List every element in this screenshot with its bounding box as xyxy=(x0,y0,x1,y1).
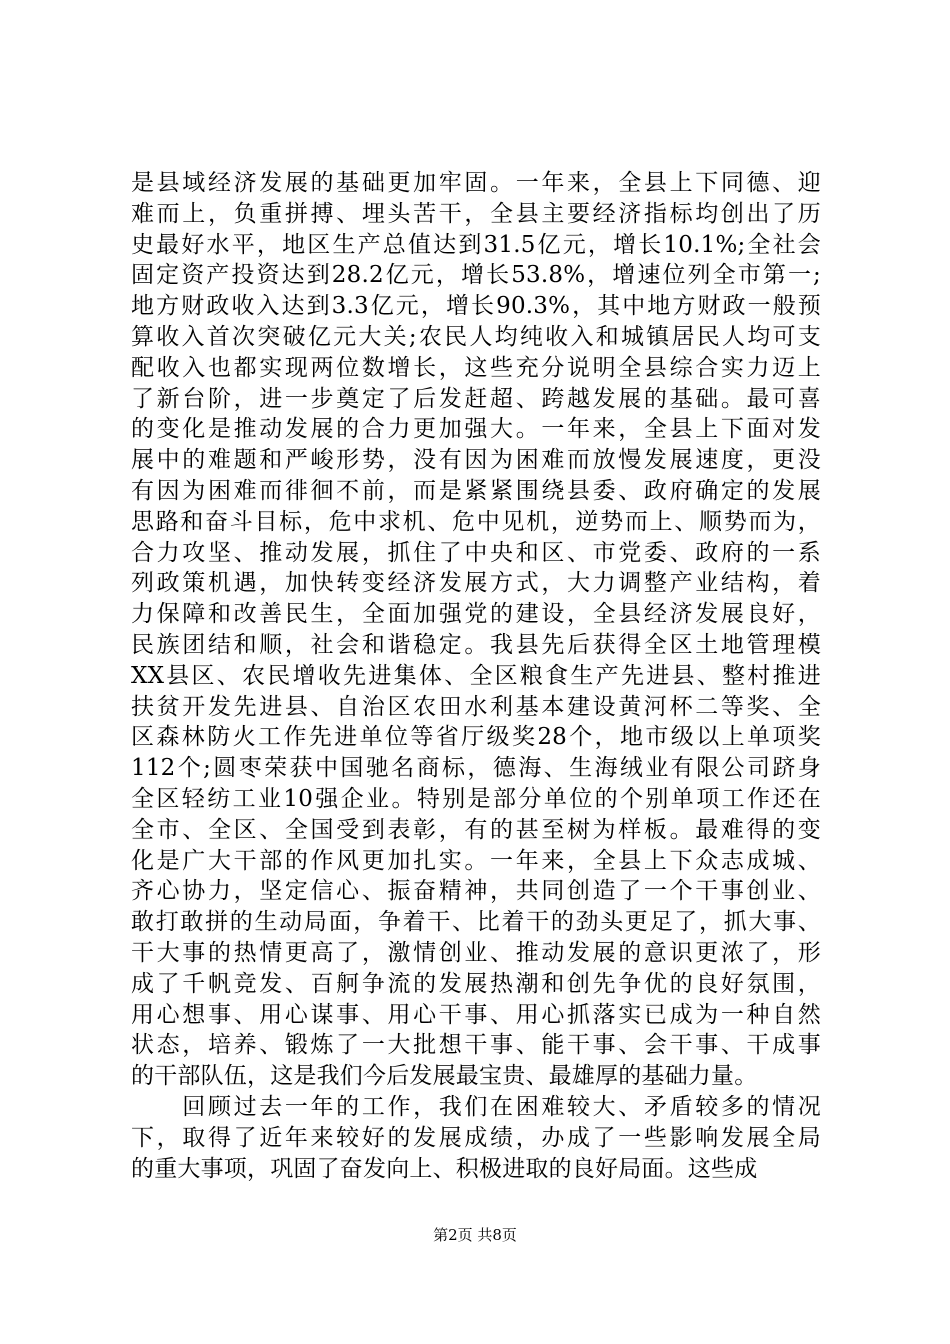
text-line: 全市、全区、全国受到表彰，有的甚至树为样板。最难得的变 xyxy=(131,816,821,843)
text-line: 列政策机遇，加快转变经济发展方式，大力调整产业结构，着 xyxy=(131,570,821,597)
text-line: 状态，培养、锻炼了一大批想干事、能干事、会干事、干成事 xyxy=(131,1032,821,1059)
text-line: 化是广大干部的作风更加扎实。一年来，全县上下众志成城、 xyxy=(131,847,821,874)
text-line: XX县区、农民增收先进集体、全区粮食生产先进县、整村推进 xyxy=(131,662,821,689)
body-text xyxy=(131,168,821,1184)
page-footer: 第2页 共8页 xyxy=(433,1226,517,1244)
text-line: 区森林防火工作先进单位等省厅级奖28个，地市级以上单项奖 xyxy=(131,724,821,751)
text-line: 的重大事项，巩固了奋发向上、积极进取的良好局面。这些成 xyxy=(131,1155,758,1182)
text-line: 难而上，负重拼搏、埋头苦干，全县主要经济指标均创出了历 xyxy=(131,200,821,227)
text-line: 史最好水平，地区生产总值达到31.5亿元，增长10.1%;全社会 xyxy=(131,231,821,258)
text-line: 了新台阶，进一步奠定了后发赶超、跨越发展的基础。最可喜 xyxy=(131,385,821,412)
text-line: 成了千帆竞发、百舸争流的发展热潮和创先争优的良好氛围， xyxy=(131,970,821,997)
text-line: 齐心协力，坚定信心、振奋精神，共同创造了一个干事创业、 xyxy=(131,878,821,905)
text-line: 配收入也都实现两位数增长，这些充分说明全县综合实力迈上 xyxy=(131,354,821,381)
text-line: 地方财政收入达到3.3亿元，增长90.3%，其中地方财政一般预 xyxy=(131,293,821,320)
text-line: 下，取得了近年来较好的发展成绩，办成了一些影响发展全局 xyxy=(131,1124,821,1151)
text-line: 思路和奋斗目标，危中求机、危中见机，逆势而上、顺势而为， xyxy=(131,508,821,535)
text-line: 干大事的热情更高了，激情创业、推动发展的意识更浓了，形 xyxy=(131,939,821,966)
text-line: 敢打敢拼的生动局面，争着干、比着干的劲头更足了，抓大事、 xyxy=(131,909,821,936)
text-line: 合力攻坚、推动发展，抓住了中央和区、市党委、政府的一系 xyxy=(131,539,821,566)
text-line: 的干部队伍，这是我们今后发展最宝贵、最雄厚的基础力量。 xyxy=(131,1063,758,1090)
text-line: 力保障和改善民生，全面加强党的建设，全县经济发展良好， xyxy=(131,601,821,628)
text-line: 民族团结和顺，社会和谐稳定。我县先后获得全区土地管理模 xyxy=(131,631,821,658)
text-line: 算收入首次突破亿元大关;农民人均纯收入和城镇居民人均可支 xyxy=(131,323,821,350)
text-line: 的变化是推动发展的合力更加强大。一年来，全县上下面对发 xyxy=(131,416,821,443)
text-line: 用心想事、用心谋事、用心干事、用心抓落实已成为一种自然 xyxy=(131,1001,821,1028)
text-line: 112个;圆枣荣获中国驰名商标，德海、生海绒业有限公司跻身 xyxy=(131,755,821,782)
text-line: 回顾过去一年的工作，我们在困难较大、矛盾较多的情况 xyxy=(131,1093,821,1120)
text-line: 全区轻纺工业10强企业。特别是部分单位的个别单项工作还在 xyxy=(131,785,821,812)
text-line: 展中的难题和严峻形势，没有因为困难而放慢发展速度，更没 xyxy=(131,447,821,474)
text-line: 是县域经济发展的基础更加牢固。一年来，全县上下同德、迎 xyxy=(131,170,821,196)
text-line: 固定资产投资达到28.2亿元，增长53.8%，增速位列全市第一; xyxy=(131,262,821,289)
text-line: 有因为困难而徘徊不前，而是紧紧围绕县委、政府确定的发展 xyxy=(131,477,821,504)
text-line: 扶贫开发先进县、自治区农田水利基本建设黄河杯二等奖、全 xyxy=(131,693,821,720)
